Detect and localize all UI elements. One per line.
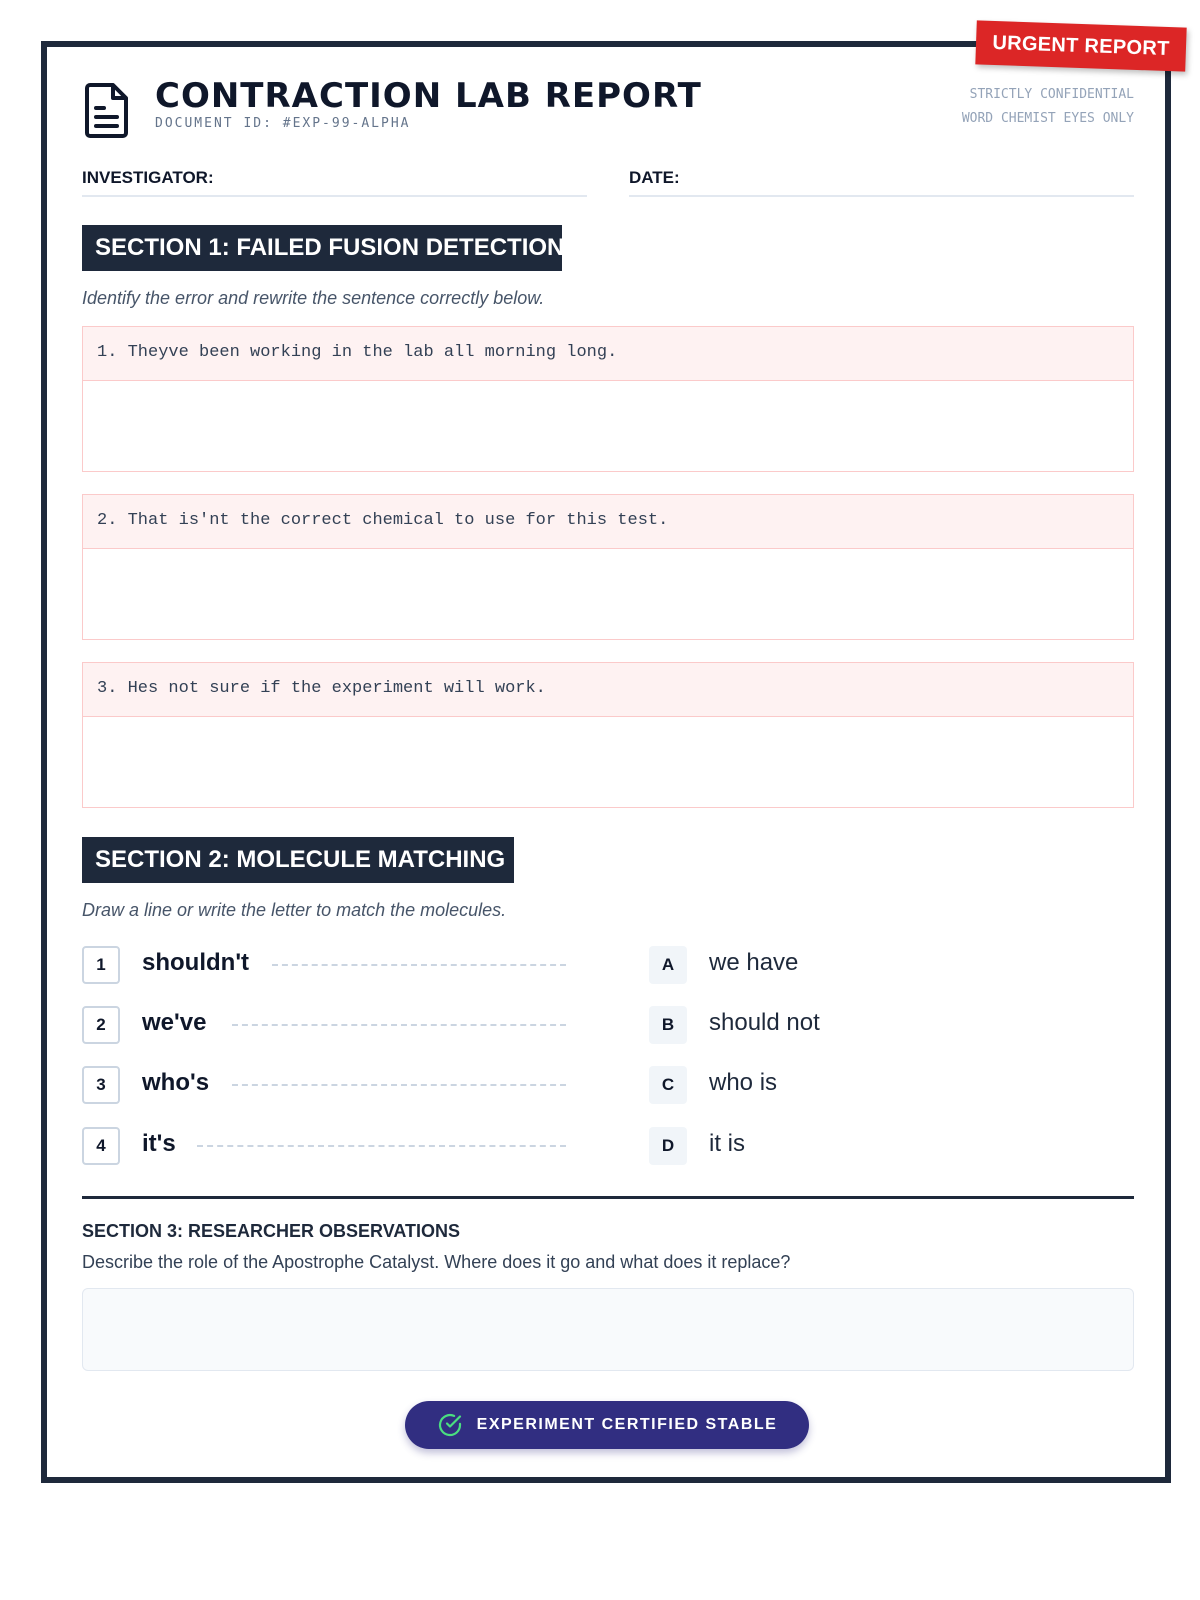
match-number-3: 3 (82, 1066, 120, 1104)
match-letter-b: B (649, 1006, 687, 1044)
section3-question: Describe the role of the Apostrophe Catalyst. Where does it go and what does it replace? (82, 1252, 791, 1272)
match-number-4: 4 (82, 1127, 120, 1165)
match-word-3: who's (142, 1069, 210, 1096)
certify-button[interactable] (405, 1401, 809, 1449)
observations-input[interactable] (82, 1288, 1134, 1371)
match-line-2[interactable] (232, 1024, 566, 1026)
eyes-only-label: WORD CHEMIST EYES ONLY (961, 111, 1134, 126)
match-meaning-c: who is (709, 1069, 778, 1096)
match-meaning-d: it is (709, 1130, 745, 1157)
exercise-answer-3[interactable] (83, 717, 1133, 809)
match-number-2: 2 (82, 1006, 120, 1044)
section1-title: SECTION 1: FAILED FUSION DETECTION (82, 225, 562, 271)
date-label: DATE: (629, 168, 680, 187)
match-word-4: it's (142, 1130, 176, 1157)
match-meaning-b: should not (709, 1009, 820, 1036)
match-word-2: we've (142, 1009, 207, 1036)
urgent-stamp: URGENT REPORT (975, 20, 1186, 71)
section2-instruction: Draw a line or write the letter to match the molecules. (82, 900, 507, 920)
match-number-1: 1 (82, 946, 120, 984)
exercise-box-1 (82, 326, 1134, 472)
exercise-box-2 (82, 494, 1134, 640)
exercise-answer-1[interactable] (83, 381, 1133, 473)
certify-button-label: EXPERIMENT CERTIFIED STABLE (476, 1416, 778, 1433)
match-meaning-a: we have (709, 949, 799, 976)
match-letter-d: D (649, 1127, 687, 1165)
report-title: CONTRACTION LAB REPORT (155, 76, 702, 116)
match-letter-c: C (649, 1066, 687, 1104)
exercise-answer-2[interactable] (83, 549, 1133, 641)
section1-instruction: Identify the error and rewrite the sentence correctly below. (82, 288, 545, 308)
exercise-sentence-1: 1. Theyve been working in the lab all morning long. (83, 327, 1133, 381)
section-divider (82, 1196, 1134, 1199)
match-letter-a: A (649, 946, 687, 984)
match-word-1: shouldn't (142, 949, 250, 976)
exercise-sentence-3: 3. Hes not sure if the experiment will work. (83, 663, 1133, 717)
confidential-label: STRICTLY CONFIDENTIAL (969, 87, 1134, 102)
section3-title: SECTION 3: RESEARCHER OBSERVATIONS (82, 1221, 461, 1241)
investigator-label: INVESTIGATOR: (82, 168, 214, 187)
exercise-box-3 (82, 662, 1134, 808)
investigator-field[interactable] (82, 195, 587, 197)
date-field[interactable] (629, 195, 1134, 197)
check-circle-icon (437, 1412, 463, 1438)
match-line-3[interactable] (232, 1084, 566, 1086)
match-line-4[interactable] (197, 1145, 566, 1147)
exercise-sentence-2: 2. That is'nt the correct chemical to use for this test. (83, 495, 1133, 549)
match-line-1[interactable] (272, 964, 566, 966)
document-icon (84, 82, 132, 138)
document-id: DOCUMENT ID: #EXP-99-ALPHA (155, 116, 411, 131)
section2-title: SECTION 2: MOLECULE MATCHING (82, 837, 514, 883)
